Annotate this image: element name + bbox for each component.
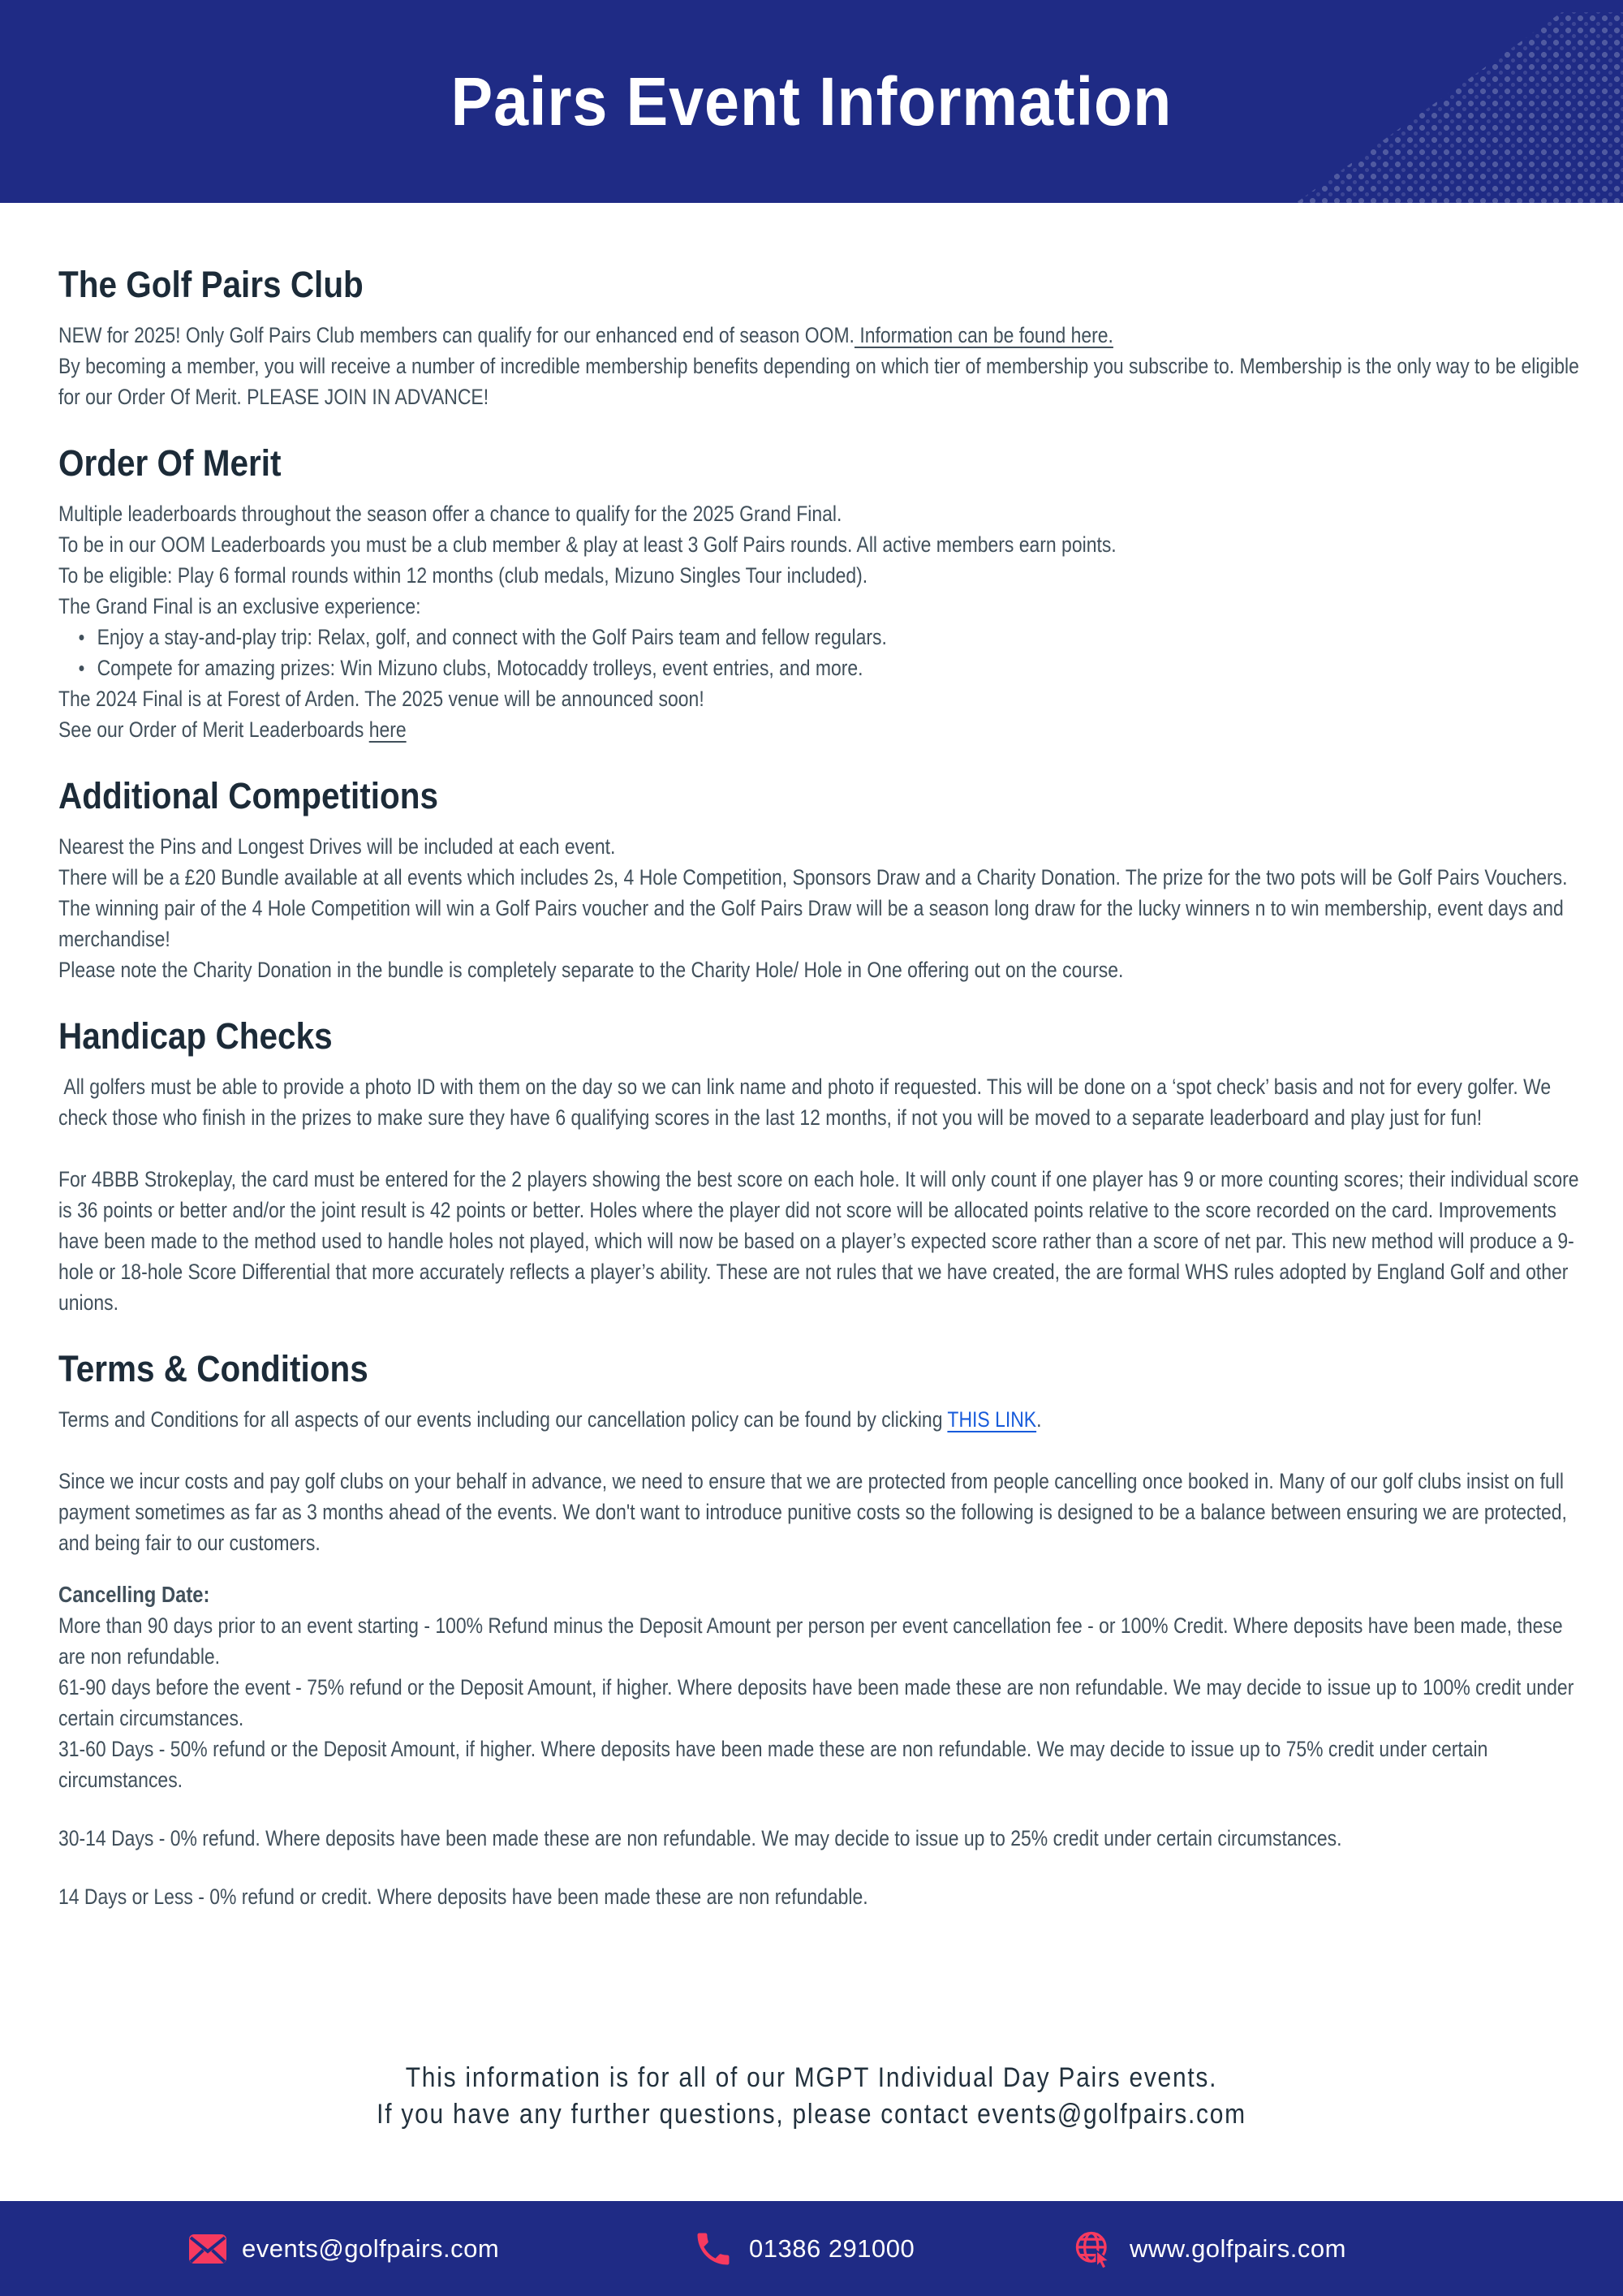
footer-website-text[interactable]: www.golfpairs.com (1130, 2234, 1346, 2263)
paragraph: 61-90 days before the event - 75% refund or the Deposit Amount, if higher. Where deposits have been made these are non refundable. We may decide to issue up to 100% credit under certain circumstances. (58, 1675, 1579, 1730)
contact-footer (0, 2201, 1623, 2296)
closing-line-1: This information is for all of our MGPT Individual Day Pairs events. (405, 2062, 1218, 2093)
paragraph: By becoming a member, you will receive a number of incredible membership benefits depending on which tier of membership you subscribe to. Membership is the only way to be eligible for our Order Of Merit. PLEASE JOIN IN ADVANCE! (58, 354, 1585, 409)
paragraph: To be in our OOM Leaderboards you must be a club member & play at least 3 Golf Pairs rounds. All active members earn points. (58, 532, 1117, 557)
section-heading-handicap-checks: Handicap Checks (58, 1015, 333, 1057)
closing-note (97, 2060, 1526, 2133)
footer-phone-text[interactable]: 01386 291000 (749, 2234, 915, 2263)
paragraph-text: See our Order of Merit Leaderboards (58, 717, 369, 742)
terms-this-link[interactable]: THIS LINK (947, 1407, 1037, 1432)
footer-email-text[interactable]: events@golfpairs.com (242, 2234, 500, 2263)
bullet-item: Compete for amazing prizes: Win Mizuno clubs, Motocaddy trolleys, event entries, and more. (58, 653, 1583, 683)
paragraph (58, 1404, 1583, 1435)
phone-icon (692, 2228, 734, 2270)
section-order-of-merit (58, 442, 1584, 745)
paragraph: 30-14 Days - 0% refund. Where deposits have been made these are non refundable. We may decide to issue up to 25% credit under certain circumstances. (58, 1826, 1342, 1850)
paragraph: There will be a £20 Bundle available at all events which includes 2s, 4 Hole Competition, Sponsors Draw and a Charity Donation. The prize for the two pots will be Golf Pairs Vouchers. The winning pair of the 4 Hole Competition will win a Golf Pairs voucher and the Golf Pairs Draw will be a season long draw for the lucky winners n to win membership, event days and merchandise! (58, 865, 1573, 951)
paragraph: 31-60 Days - 50% refund or the Deposit Amount, if higher. Where deposits have been made these are non refundable. We may decide to issue up to 75% credit under certain circumstances. (58, 1737, 1493, 1792)
information-found-here-link[interactable]: Information can be found here. (854, 323, 1113, 347)
page-title: Pairs Event Information (450, 62, 1173, 140)
section-handicap-checks (58, 1014, 1584, 1318)
cancelling-date-label: Cancelling Date: (58, 1582, 210, 1607)
leaderboards-here-link[interactable]: here (368, 717, 407, 742)
paragraph: 14 Days or Less - 0% refund or credit. Where deposits have been made these are non refundable. (58, 1885, 868, 1909)
paragraph: All golfers must be able to provide a photo ID with them on the day so we can link name and photo if requested. This will be done on a ‘spot check’ basis and not for every golfer. We check those who finish in the prizes to make sure they have 6 qualifying scores in the last 12 months, if not you will be moved to a separate leaderboard and play just for fun! (58, 1075, 1556, 1130)
paragraph: Since we incur costs and pay golf clubs on your behalf in advance, we need to ensure that we are protected from people cancelling once booked in. Many of our golf clubs insist on full payment sometimes as far as 3 months ahead of the events. We don't want to introduce punitive costs so the following is designed to be a balance between ensuring we are protected, and being fair to our customers. (58, 1469, 1573, 1555)
page-header (0, 0, 1623, 203)
section-heading-additional-competitions: Additional Competitions (58, 775, 438, 816)
section-additional-competitions (58, 774, 1584, 985)
paragraph-text: . (1036, 1407, 1042, 1432)
paragraph (58, 714, 1583, 745)
paragraph: The 2024 Final is at Forest of Arden. The 2025 venue will be announced soon! (58, 687, 704, 711)
paragraph: For 4BBB Strokeplay, the card must be entered for the 2 players showing the best score on each hole. It will only count if one player has 9 or more counting scores; their individual score is 36 points or better and/or the joint result is 42 points or better. Holes where the player did not score will be allocated points relative to the score recorded on the card. Improvements have been made to the method used to handle holes not played, which will now be based on a player’s expected score rather than a score of net par. This new method will produce a 9-hole or 18-hole Score Differential that more accurately reflects a player’s ability. These are not rules that we have created, the are formal WHS rules adopted by England Golf and other unions. (58, 1167, 1584, 1315)
paragraph-text: NEW for 2025! Only Golf Pairs Club members can qualify for our enhanced end of season OOM. (58, 323, 855, 347)
section-golf-pairs-club (58, 263, 1584, 412)
halftone-dots-decoration (1282, 0, 1623, 203)
bullet-item: Enjoy a stay-and-play trip: Relax, golf, and connect with the Golf Pairs team and fellow regulars. (58, 622, 1583, 653)
section-heading-golf-pairs-club: The Golf Pairs Club (58, 264, 364, 305)
footer-website-item (1073, 2201, 1346, 2296)
document-body (0, 263, 1623, 1912)
paragraph: To be eligible: Play 6 formal rounds within 12 months (club medals, Mizuno Singles Tour included). (58, 563, 868, 588)
footer-email-item (188, 2201, 499, 2296)
closing-line-2: If you have any further questions, please contact events@golfpairs.com (377, 2099, 1246, 2130)
paragraph: The Grand Final is an exclusive experience: (58, 594, 421, 618)
envelope-icon (188, 2232, 227, 2266)
paragraph: Multiple leaderboards throughout the season offer a chance to qualify for the 2025 Grand Final. (58, 502, 842, 526)
globe-cursor-icon (1073, 2228, 1115, 2270)
section-heading-terms-conditions: Terms & Conditions (58, 1348, 368, 1389)
paragraph (58, 320, 1583, 351)
section-terms-conditions (58, 1347, 1584, 1912)
paragraph: Nearest the Pins and Longest Drives will be included at each event. (58, 834, 616, 859)
footer-phone-item (692, 2201, 915, 2296)
paragraph-text: Terms and Conditions for all aspects of our events including our cancellation policy can be found by clicking (58, 1407, 948, 1432)
paragraph: More than 90 days prior to an event starting - 100% Refund minus the Deposit Amount per person per event cancellation fee - or 100% Credit. Where deposits have been made, these are non refundable. (58, 1613, 1569, 1669)
section-heading-order-of-merit: Order Of Merit (58, 442, 282, 484)
paragraph: Please note the Charity Donation in the bundle is completely separate to the Charity Hole/ Hole in One offering out on the course. (58, 958, 1124, 982)
